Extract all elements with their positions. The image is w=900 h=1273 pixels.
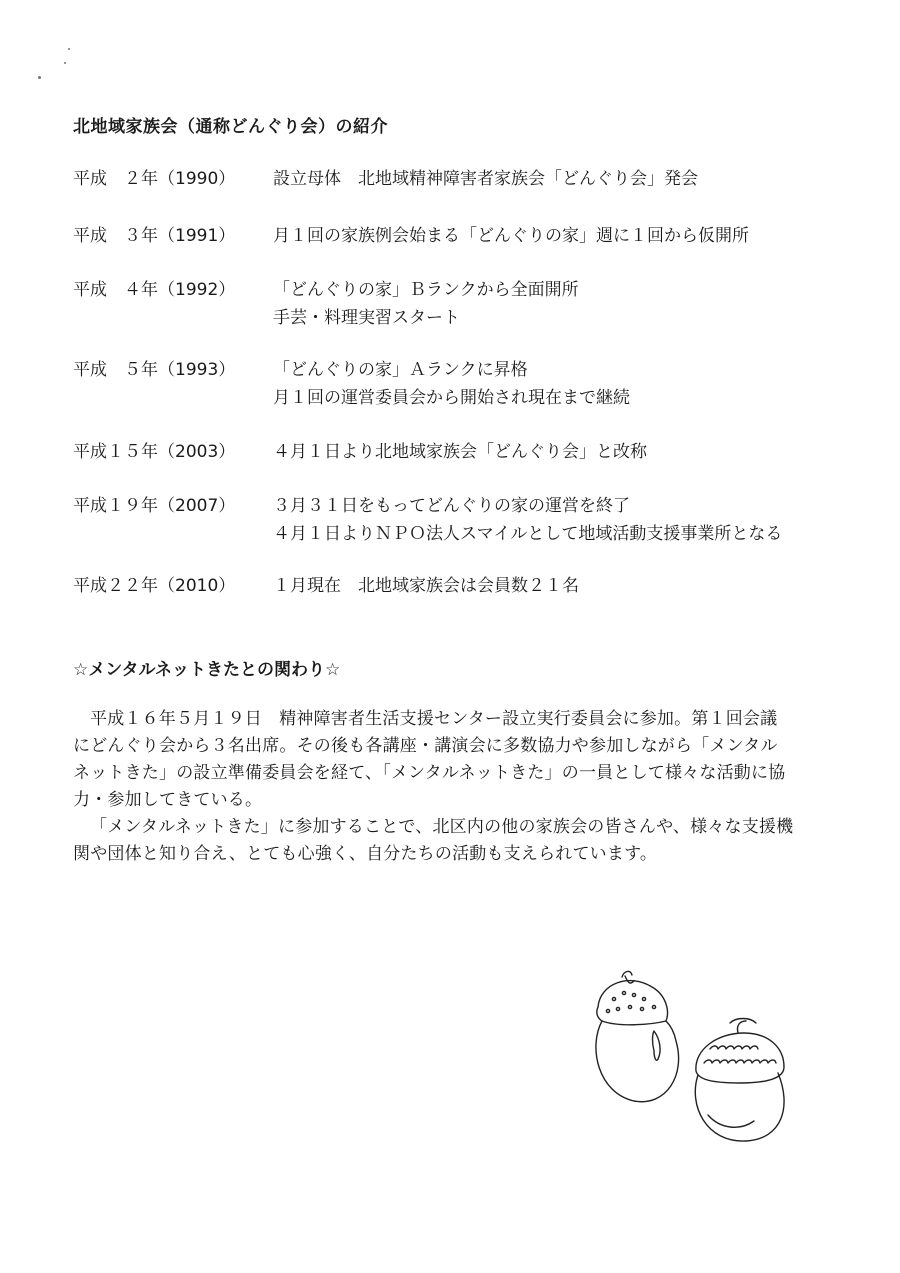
paragraph-line: 関や団体と知り合え、とても心強く、自分たちの活動も支えられています。 bbox=[73, 844, 658, 864]
timeline-year: 平成 ４年（1992） bbox=[73, 280, 236, 300]
scan-speck bbox=[68, 48, 70, 50]
timeline-text: 設立母体 北地域精神障害者家族会「どんぐり会」発会 bbox=[273, 169, 698, 189]
paragraph bbox=[73, 814, 833, 868]
timeline-text: ４月１日より北地域家族会「どんぐり会」と改称 bbox=[273, 442, 647, 462]
paragraph-line: 平成１６年５月１９日 精神障害者生活支援センター設立実行委員会に参加。第１回会議 bbox=[90, 709, 778, 729]
timeline-text: 月１回の家族例会始まる「どんぐりの家」週に１回から仮開所 bbox=[273, 226, 749, 246]
timeline-text: 月１回の運営委員会から開始され現在まで継続 bbox=[273, 388, 630, 408]
timeline-year: 平成１９年（2007） bbox=[73, 496, 236, 516]
section-body bbox=[73, 706, 833, 868]
paragraph-line: 「メンタルネットきた」に参加することで、北区内の他の家族会の皆さんや、様々な支援機 bbox=[90, 817, 794, 837]
timeline-year: 平成１５年（2003） bbox=[73, 442, 236, 462]
timeline-year: 平成 ５年（1993） bbox=[73, 360, 236, 380]
acorn-drawing-icon bbox=[570, 965, 820, 1155]
paragraph-line: にどんぐり会から３名出席。その後も各講座・講演会に多数協力や参加しながら「メンタル bbox=[73, 736, 778, 756]
timeline-year: 平成２２年（2010） bbox=[73, 576, 236, 596]
scan-speck bbox=[64, 62, 66, 64]
timeline-text: 「どんぐりの家」Ｂランクから全面開所 bbox=[273, 280, 579, 300]
paragraph-line: 力・参加してきている。 bbox=[73, 790, 263, 810]
timeline-text: １月現在 北地域家族会は会員数２１名 bbox=[273, 576, 579, 596]
timeline-year: 平成 ３年（1991） bbox=[73, 226, 236, 246]
paragraph bbox=[73, 706, 833, 814]
timeline-text: ３月３１日をもってどんぐりの家の運営を終了 bbox=[273, 496, 630, 516]
section-heading: ☆メンタルネットきたとの関わり☆ bbox=[73, 660, 341, 680]
scan-speck bbox=[38, 76, 41, 79]
paragraph-line: ネットきた」の設立準備委員会を経て、「メンタルネットきた」の一員として様々な活動に協 bbox=[73, 763, 786, 783]
timeline-text: 手芸・料理実習スタート bbox=[273, 308, 460, 328]
timeline-text: 「どんぐりの家」Ａランクに昇格 bbox=[273, 360, 528, 380]
timeline-year: 平成 ２年（1990） bbox=[73, 169, 236, 189]
timeline-text: ４月１日よりＮＰＯ法人スマイルとして地域活動支援事業所となる bbox=[273, 524, 783, 544]
page-title: 北地域家族会（通称どんぐり会）の紹介 bbox=[73, 117, 388, 137]
